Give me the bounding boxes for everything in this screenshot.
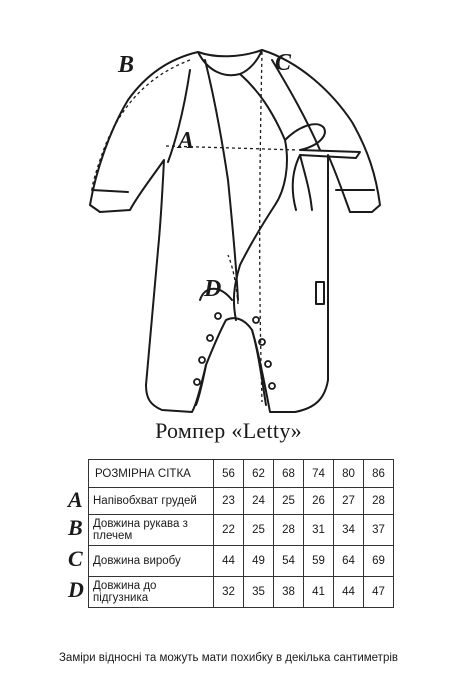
- dimension-letter-c: C: [275, 50, 292, 76]
- table-cell: 22: [214, 515, 244, 546]
- row-letter-b: B: [68, 515, 83, 540]
- table-cell: 49: [244, 546, 274, 577]
- table-cell: 26: [304, 488, 334, 515]
- row-label: Напівобхват грудей: [89, 488, 214, 515]
- size-header: 56: [214, 460, 244, 488]
- table-cell: 24: [244, 488, 274, 515]
- table-cell: 25: [244, 515, 274, 546]
- table-cell: 38: [274, 577, 304, 608]
- size-header: 86: [364, 460, 394, 488]
- table-cell: 59: [304, 546, 334, 577]
- table-cell: 28: [274, 515, 304, 546]
- table-cell: 27: [334, 488, 364, 515]
- table-cell: 25: [274, 488, 304, 515]
- dimension-letter-d: D: [204, 276, 222, 302]
- wrap-inner: [205, 60, 238, 300]
- row-label: Довжина до підгузника: [89, 577, 214, 608]
- row-label: Довжина рукава з плечем: [89, 515, 214, 546]
- row-letter-c: C: [68, 546, 83, 571]
- page-title: Ромпер «Letty»: [155, 418, 302, 443]
- table-row: [89, 546, 394, 577]
- table-header-row: [89, 460, 394, 488]
- measure-b: [92, 60, 190, 190]
- table-cell: 47: [364, 577, 394, 608]
- row-label: Довжина виробу: [89, 546, 214, 577]
- row-letter-a: A: [68, 487, 83, 512]
- footnote: Заміри відносні та можуть мати похибку в декілька сантиметрів: [58, 652, 399, 664]
- table-cell: 28: [364, 488, 394, 515]
- table-row: [89, 515, 394, 546]
- size-header: 62: [244, 460, 274, 488]
- dimension-letter-b: B: [118, 52, 135, 78]
- table-cell: 54: [274, 546, 304, 577]
- size-chart-table: [88, 459, 394, 608]
- table-cell: 23: [214, 488, 244, 515]
- table-cell: 31: [304, 515, 334, 546]
- table-row: [89, 488, 394, 515]
- table-row: [89, 577, 394, 608]
- table-cell: 35: [244, 577, 274, 608]
- size-header: 80: [334, 460, 364, 488]
- table-cell: 37: [364, 515, 394, 546]
- tie-bow: [285, 124, 360, 210]
- table-cell: 32: [214, 577, 244, 608]
- dimension-letter-a: A: [178, 128, 195, 154]
- size-header: 68: [274, 460, 304, 488]
- table-cell: 41: [304, 577, 334, 608]
- table-header-label: РОЗМІРНА СІТКА: [89, 460, 214, 488]
- table-cell: 34: [334, 515, 364, 546]
- table-cell: 44: [214, 546, 244, 577]
- table-cell: 44: [334, 577, 364, 608]
- table-cell: 69: [364, 546, 394, 577]
- table-cell: 64: [334, 546, 364, 577]
- romper-outline: [90, 50, 380, 412]
- size-header: 74: [304, 460, 334, 488]
- row-letter-d: D: [68, 577, 84, 602]
